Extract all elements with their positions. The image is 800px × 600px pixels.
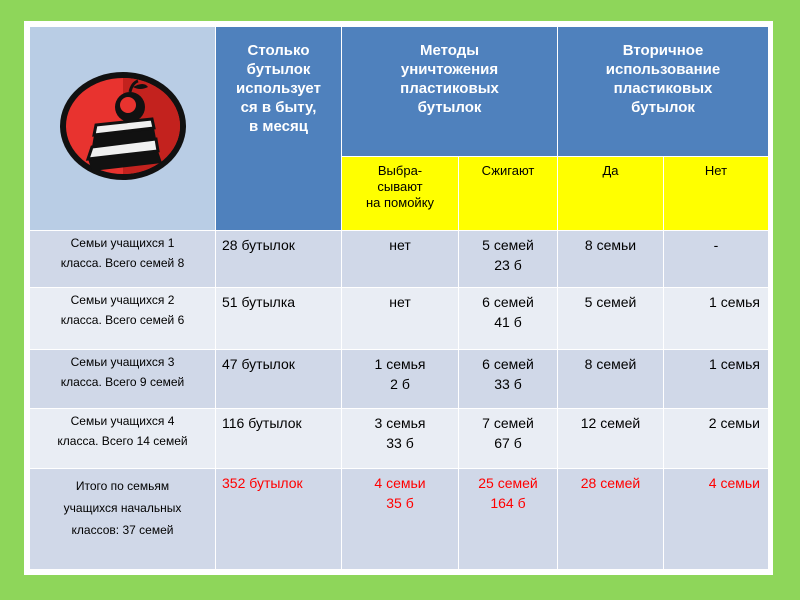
logo-cell bbox=[30, 27, 216, 231]
bottles-cell: 28 бутылок bbox=[216, 231, 342, 288]
no-cell: 1 семья bbox=[664, 288, 769, 350]
total-yes-cell: 28 семей bbox=[558, 469, 664, 570]
subheader-dump: Выбра- сывают на помойку bbox=[342, 157, 459, 231]
burn-cell: 5 семей 23 б bbox=[459, 231, 558, 288]
burn-cell: 6 семей 41 б bbox=[459, 288, 558, 350]
no-cell: 2 семьи bbox=[664, 409, 769, 469]
total-burn-cell: 25 семей 164 б bbox=[459, 469, 558, 570]
dump-cell: 1 семья 2 б bbox=[342, 350, 459, 409]
header-bottles-per-month: Столько бутылок использует ся в быту, в месяц bbox=[216, 27, 342, 231]
no-cell: 1 семья bbox=[664, 350, 769, 409]
row-label: Семьи учащихся 1 класса. Всего семей 8 bbox=[30, 231, 216, 288]
bottles-cell: 51 бутылка bbox=[216, 288, 342, 350]
data-table bbox=[29, 26, 769, 570]
header-disposal-methods: Методы уничтожения пластиковых бутылок bbox=[342, 27, 558, 157]
dump-cell: нет bbox=[342, 231, 459, 288]
table-row bbox=[30, 288, 769, 350]
table-row bbox=[30, 350, 769, 409]
burn-cell: 6 семей 33 б bbox=[459, 350, 558, 409]
dump-cell: 3 семья 33 б bbox=[342, 409, 459, 469]
total-dump-cell: 4 семьи 35 б bbox=[342, 469, 459, 570]
subheader-burn: Сжигают bbox=[459, 157, 558, 231]
total-label: Итого по семьям учащихся начальных классов: 37 семей bbox=[30, 469, 216, 570]
row-label: Семьи учащихся 4 класса. Всего 14 семей bbox=[30, 409, 216, 469]
total-row bbox=[30, 469, 769, 570]
header-secondary-use: Вторичное использование пластиковых бутылок bbox=[558, 27, 769, 157]
burn-cell: 7 семей 67 б bbox=[459, 409, 558, 469]
slide bbox=[24, 21, 773, 575]
total-bottles-cell: 352 бутылок bbox=[216, 469, 342, 570]
yes-cell: 12 семей bbox=[558, 409, 664, 469]
dump-cell: нет bbox=[342, 288, 459, 350]
bottles-cell: 116 бутылок bbox=[216, 409, 342, 469]
yes-cell: 5 семей bbox=[558, 288, 664, 350]
bottles-cell: 47 бутылок bbox=[216, 350, 342, 409]
row-label: Семьи учащихся 3 класса. Всего 9 семей bbox=[30, 350, 216, 409]
yes-cell: 8 семьи bbox=[558, 231, 664, 288]
total-no-cell: 4 семьи bbox=[664, 469, 769, 570]
row-label: Семьи учащихся 2 класса. Всего семей 6 bbox=[30, 288, 216, 350]
table-row bbox=[30, 409, 769, 469]
no-cell: - bbox=[664, 231, 769, 288]
subheader-yes: Да bbox=[558, 157, 664, 231]
apple-on-books-icon bbox=[58, 71, 188, 181]
yes-cell: 8 семей bbox=[558, 350, 664, 409]
subheader-no: Нет bbox=[664, 157, 769, 231]
table-row bbox=[30, 231, 769, 288]
